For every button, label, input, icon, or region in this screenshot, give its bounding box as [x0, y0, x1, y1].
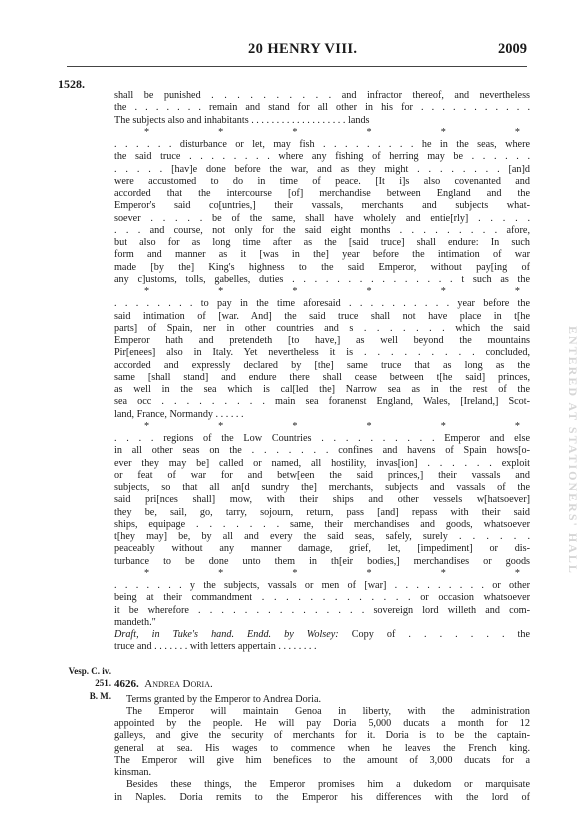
text-line: Besides these things, the Emperor promises him a dukedom or marquisate — [126, 779, 530, 791]
text-line: ever they may be] called or named, all hostility, invas[ion] . . . . . . exploit — [114, 457, 530, 469]
text-line: . . . and course, not only for the said eight months . . . . . . . . . afore, — [114, 224, 530, 236]
text-line: the said truce . . . . . . . . where any fishing of herring may be . . . . . . — [114, 151, 530, 163]
text-line: galleys, and give the security of merchants for it. Doria is to be the captain- — [114, 730, 530, 742]
text-line: ships, equipage . . . . . . . same, their merchandises and goods, whatsoever — [114, 518, 530, 530]
reference-line: 251. — [95, 678, 111, 689]
draft-note-line2: truce and . . . . . . . with letters appertain . . . . . . . . — [114, 641, 317, 653]
text-line: . . . . . . disturbance or let, may fish . . . . . . . . . he in the seas, where — [114, 139, 530, 150]
text-line: general at sea. His wages to commence when he leaves the French king. — [114, 742, 530, 754]
text-line: but also for as long time after as the [said truce] shall endure: In such — [114, 237, 530, 248]
text-line: appointed by the people. He will pay Doria 5,000 ducats a month for 12 — [114, 718, 530, 729]
margin-year: 1528. — [58, 77, 85, 91]
text-line: as well in the sea which is cal[led the] Narrow sea as in the rest of the — [114, 384, 530, 395]
reference-line: Vesp. C. iv. — [68, 666, 111, 676]
text-line: in all other seas on the . . . . . . . confines and havens of Spain hows[o- — [114, 445, 530, 457]
margin-reference — [56, 665, 111, 702]
text-line: peaceably without any manner damage, grief, let, [impediment] or dis- — [114, 543, 530, 555]
text-line: turbance to be done unto them in th[eir bodies,] merchandises or goods — [114, 555, 530, 567]
text-line: subjects, so that all an[d sundry the] merchants, subjects and vassals of the — [114, 482, 530, 493]
text-line: parts] of Spain, ner in other countries and s . . . . . . . which the said — [114, 322, 530, 334]
text-line: The Emperor will maintain Genoa in liberty, with the administration — [126, 705, 530, 717]
text-line: said intimation of [war. And] the said truce shall not have place in t[he — [114, 310, 530, 322]
text-line: the . . . . . . . remain and stand for all other in his for . . . . . . . . . . . — [114, 102, 530, 114]
text-line: sea occ . . . . . . . . . main sea foranenst England, Wales, [Ireland,] Scot- — [114, 396, 530, 408]
text-line: they be, sail, go, tarry, sojourn, return, pass [and] repass with their said — [114, 506, 530, 518]
text-line: . . . . . [hav]e done before the war, and as they might . . . . . . . . [an]d — [114, 163, 530, 175]
treaty-text — [114, 90, 530, 629]
text-line: any c]ustoms, tolls, gabelles, duties . . . . . . . . . . . . . . . t such as the — [114, 273, 530, 285]
text-line: shall be punished . . . . . . . . . . and infractor thereof, and nevertheless — [114, 90, 530, 101]
text-line: in Naples. Doria remits to the Emperor his differences with the lord of — [114, 791, 530, 803]
text-line: accorded that the intercourse [of] merchandise between England and the — [114, 188, 530, 199]
text-line: Terms granted by the Emperor to Andrea Doria. — [126, 693, 322, 705]
text-line: made [by the] King's highness to the said Emperor, without pay[ing of — [114, 261, 530, 273]
text-line: soever . . . . . be of the same, shall have wholely and entie[rly] . . . . . — [114, 212, 530, 224]
text-line: or feat of war for and betw[een the said princes,] their vassals and — [114, 469, 530, 481]
draft-note-italic: Draft, in Tuke's hand. Endd. by Wolsey: — [114, 629, 339, 640]
text-line: same [shall stand] and endure there shall cease between t[he said] princes, — [114, 371, 530, 383]
section-number: 4626. — [114, 677, 139, 690]
text-line: . . . . . . . . to pay in the time aforesaid . . . . . . . . . . year before the — [114, 298, 530, 310]
header-rule — [67, 66, 527, 67]
text-line: Pir[enees] also in Italy. Yet nevertheless it is . . . . . . . . . concluded, — [114, 347, 530, 359]
draft-note — [114, 629, 530, 641]
text-line: it be wherefore . . . . . . . . . . . . . . . sovereign lord willeth and com- — [114, 604, 530, 616]
section-gap — [114, 654, 530, 676]
page-number: 2009 — [498, 41, 527, 57]
draft-note-rest: Copy of . . . . . . . the — [351, 629, 530, 640]
text-line: . . . . regions of the Low Countries . . . . . . . . . . Emperor and else — [114, 433, 530, 444]
text-line: being at their commandment . . . . . . . . . . . . . or occasion whatsoever — [114, 592, 530, 604]
ellipsis-stars: * * * * * * — [144, 420, 520, 432]
text-line: accorded and expressly declared by [the] same truce that as long as the — [114, 359, 530, 371]
text-line: kinsman. — [114, 767, 152, 778]
ellipsis-stars: * * * * * * — [144, 126, 520, 138]
text-line: The subjects also and inhabitants . . . . . . . . . . . . . . . . . . . lands — [114, 114, 370, 126]
ellipsis-stars: * * * * * * — [144, 567, 520, 579]
section-text — [114, 694, 530, 804]
reference-line: B. M. — [89, 690, 111, 701]
text-line: land, France, Normandy . . . . . . — [114, 408, 244, 420]
text-line: were accustomed to do in time of peace. [It i]s also covenanted and — [114, 175, 530, 187]
text-line: said pri[nces shall] mow, with their ships and other vessels w[hatsoever] — [114, 494, 530, 506]
text-line: Emperor's said co[untries,] their vassals, merchants and subjects what- — [114, 200, 530, 212]
document-body — [114, 90, 530, 804]
text-line: Emperor hath and pretendeth [to have,] as well beyond the mountains — [114, 335, 530, 346]
text-line: t[hey may] be, by all and every the said seas, safely, surely . . . . . . — [114, 531, 530, 542]
text-line: form and manner as it [was in the] year before the intimation of war — [114, 249, 530, 261]
text-line: mandeth." — [114, 616, 156, 628]
section-title: Andrea Doria. — [144, 677, 213, 690]
page-header — [0, 41, 567, 61]
text-line: The Emperor will give him benefices to the amount of 3,000 ducats for a — [114, 754, 530, 766]
text-line: . . . . . . . y the subjects, vassals or men of [war] . . . . . . . . . or other — [114, 580, 530, 591]
running-title: 20 HENRY VIII. — [248, 41, 358, 57]
ellipsis-stars: * * * * * * — [144, 286, 520, 297]
library-stamp: ENTERED AT STATIONERS' HALL — [566, 325, 580, 575]
section-heading — [114, 676, 530, 694]
